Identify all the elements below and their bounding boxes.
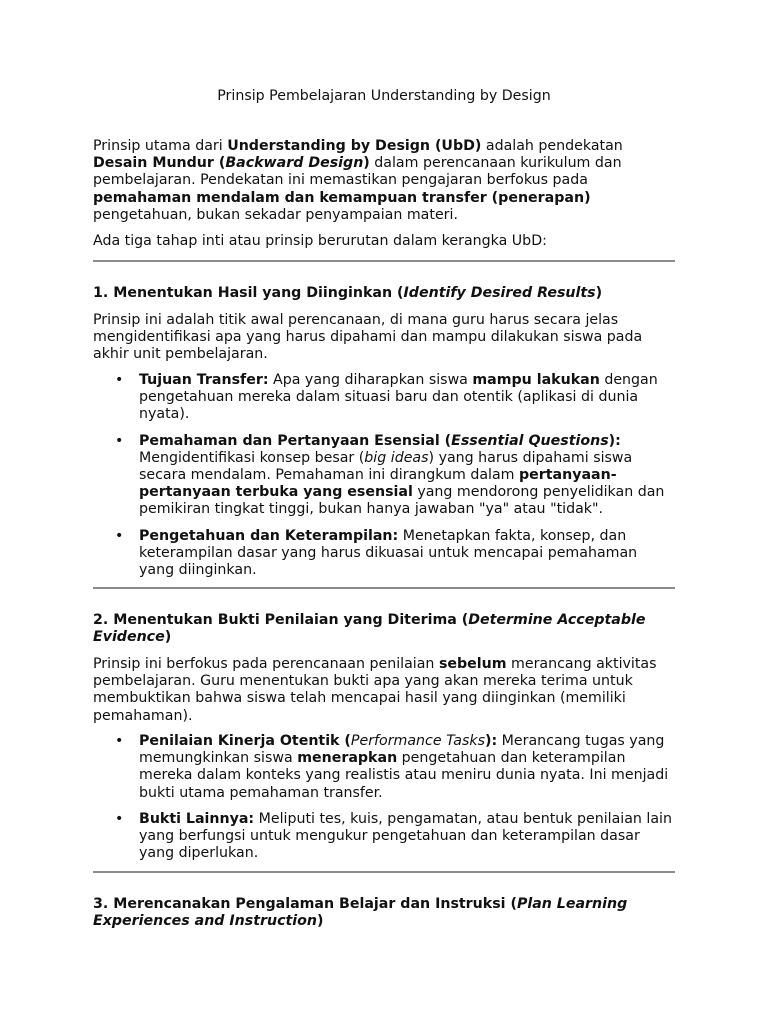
bullet-glyph: • [115,527,124,544]
text-run: ) [363,155,370,172]
text-run: menerapkan [297,750,398,767]
text-run: Performance Tasks [350,733,485,749]
text-run: Prinsip utama dari [93,138,228,154]
text-run: mampu lakukan [472,372,600,388]
section-2-list-block [93,733,675,862]
section-1-body-block [93,312,675,364]
document-title: Prinsip Pembelajaran Understanding by Design [217,88,551,104]
text-run: Penilaian Kinerja Otentik ( [139,733,351,749]
text-run: ) [317,913,324,930]
text-run: 3. Merencanakan Pengalaman Belajar dan Instruksi ( [93,896,517,912]
section-1-list [93,372,675,579]
section-2 [93,612,675,646]
list-item [93,811,675,863]
bullet-glyph: • [115,810,124,827]
list-item-text [139,528,637,578]
section-1-list-block [93,372,675,579]
intro-block [93,138,675,224]
text-run: Bukti Lainnya: [139,810,255,827]
section-divider [93,871,675,873]
bullet-glyph: • [115,733,124,749]
section-1-heading [93,285,675,302]
text-run: yang mendorong penyelidikan dan pemikiran tingkat tinggi, bukan hanya jawaban "ya" atau "tidak". [139,484,665,518]
section-2-body [93,656,675,725]
bullet-glyph: • [115,372,124,388]
section-3-heading [93,896,675,930]
text-run: ) yang harus dipahami siswa secara mendalam. Pemahaman ini dirangkum dalam [139,449,633,484]
list-item [93,528,675,580]
list-item-text [139,733,668,801]
text-run: Prinsip ini berfokus pada perencanaan penilaian [93,656,439,672]
text-run: ): [484,733,498,749]
text-run: Prinsip ini adalah titik awal perencanaan, di mana guru harus secara jelas mengidentifikasi apa yang harus dipahami dan mampu dilakukan siswa pada akhir unit pembelajaran. [93,312,643,363]
list-item-text [139,433,664,518]
text-run: Identify Desired Results [403,285,596,301]
text-run: Pemahaman dan Pertanyaan Esensial ( [139,432,452,449]
section-2-list [93,733,675,862]
text-run: merancang aktivitas pembelajaran. Guru menentukan bukti apa yang akan mereka terima untuk membuktikan bahwa siswa telah mencapai hasil yang diinginkan (memiliki pemahaman). [93,656,657,724]
text-run: Desain Mundur ( [93,155,226,172]
text-run: pemahaman mendalam dan kemampuan transfer (penerapan) [93,189,591,206]
text-run: pengetahuan dan keterampilan mereka dalam konteks yang realistis atau meniru dunia nyata. Ini menjadi bukti utama pemahaman transfer. [139,750,669,801]
text-run: Understanding by Design (UbD) [227,138,482,154]
intro-paragraph [93,138,675,224]
text-run: pertanyaan-pertanyaan terbuka yang esensial [139,467,617,501]
intro-block-2 [93,233,675,250]
text-run: sebelum [438,656,507,672]
section-1 [93,285,675,302]
text-run: big ideas [364,449,429,466]
text-run: Apa yang diharapkan siswa [268,372,473,388]
intro-lead-paragraph [93,233,675,250]
section-divider [93,587,675,589]
text-run: ): [608,432,621,449]
text-run: Mengidentifikasi konsep besar ( [139,449,365,466]
text-run: adalah pendekatan [481,138,623,154]
text-run: Plan Learning Experiences and Instruction [93,896,628,930]
section-1-body [93,312,675,364]
list-item [93,733,675,802]
text-run: pengetahuan, bukan sekadar penyampaian materi. [93,206,458,223]
text-run: Backward Design [225,155,364,172]
list-item [93,433,675,519]
text-run: dengan pengetahuan mereka dalam situasi baru dan otentik (aplikasi di dunia nyata). [139,372,658,423]
text-run: ) [164,629,172,646]
text-run: Menetapkan fakta, konsep, dan keterampilan dasar yang harus dikuasai untuk mencapai pemahaman yang diinginkan. [139,527,638,579]
text-run: Tujuan Transfer: [139,372,269,388]
section-2-heading [93,612,675,646]
text-run: Ada tiga tahap inti atau prinsip berurutan dalam kerangka UbD: [93,233,547,249]
text-run: Essential Questions [451,432,609,449]
text-run: Pengetahuan dan Keterampilan: [139,527,399,544]
list-item [93,372,675,424]
bullet-glyph: • [115,432,124,449]
list-item-text [139,811,672,861]
text-run: ) [595,285,603,301]
text-run: Meliputi tes, kuis, pengamatan, atau bentuk penilaian lain yang berfungsi untuk mengukur pengetahuan dan keterampilan dasar yang diperlukan. [139,810,672,862]
list-item-text [139,372,658,422]
section-2-body-block [93,656,675,725]
text-run: 2. Menentukan Bukti Penilaian yang Diterima ( [93,612,469,628]
section-3 [93,896,675,930]
text-run: 1. Menentukan Hasil yang Diinginkan ( [93,285,404,301]
text-run: Determine Acceptable Evidence [93,612,646,646]
text-run: Merancang tugas yang memungkinkan siswa [139,733,665,767]
section-divider [93,260,675,262]
text-run: dalam perencanaan kurikulum dan pembelajaran. Pendekatan ini memastikan pengajaran berfokus pada [93,155,622,189]
